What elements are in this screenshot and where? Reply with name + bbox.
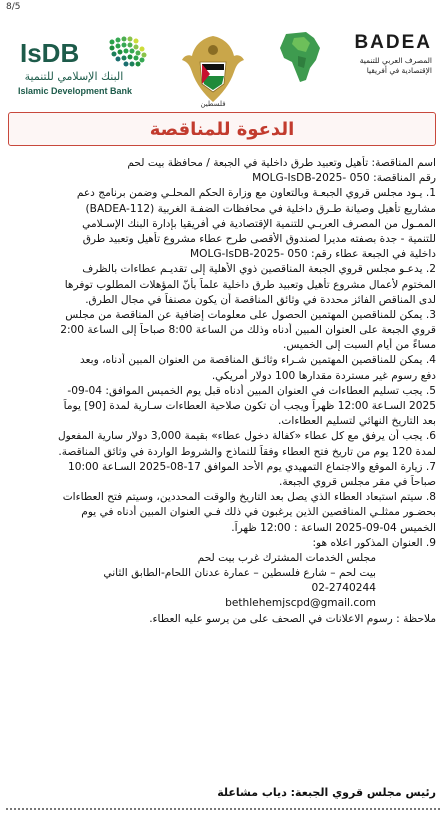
- note-line: ملاحظة : رسوم الاعلانات في الصحف على من يرسو عليه العطاء.: [149, 612, 436, 625]
- tender-body: [10, 156, 436, 627]
- text-line: مساءً من أيام السبت إلى الخميس.: [282, 339, 436, 352]
- text-line: 3. يمكن للمناقصين المهتمين الحصول على معلومات إضافية عن المناقصة من مجلس: [65, 308, 436, 321]
- palestine-emblem-icon: [180, 32, 246, 106]
- text-line: 9. العنوان المذكور اعلاه هو:: [312, 536, 436, 549]
- page-title: الدعوة للمناقصة: [149, 118, 295, 140]
- badea-wordmark: BADEA: [354, 32, 432, 53]
- text-line: الممـول من المصرف العربـي للتنمية الإقتصادية في أفريقيا بإدارة البنك الإسـلامي: [82, 217, 436, 230]
- text-line: 5. يجب تسليم العطاءات في العنوان المبين أدناه قبل يوم الخميس الموافق: 04-09-: [67, 384, 436, 397]
- isdb-english-name: Islamic Development Bank: [18, 86, 133, 96]
- text-line: 8. سيتم استبعاد العطاء الذي يصل بعد التاريخ والوقت المحددين، وسيتم فتح العطاءات: [62, 491, 436, 504]
- text-line: اسم المناقصة: تأهيل وتعبيد طرق داخلية في الجبعة / محافظة بيت لحم: [127, 157, 436, 169]
- emblem-caption: فلسطين: [200, 100, 226, 108]
- text-line: بعد التاريخ النهائي لتسليم العطاءات.: [278, 415, 436, 428]
- text-line: 1. يـود مجلس قروي الجبعـة وبالتعاون مع وزارة الحكم المحلـي وضمن برنامج دعم: [76, 187, 436, 200]
- phone-number: 02-2740244: [311, 582, 376, 595]
- badea-logo: [268, 26, 438, 96]
- signature-line: رئيس مجلس قروي الجبعة: دياب مشاعلة: [217, 786, 436, 799]
- badea-subtitle: المصرف العربي للتنمية الإقتصادية في أفريقيا: [359, 56, 432, 75]
- text-line: لدى المناقص الفائز محددة في وثائق المناقصة أن يكون مصنفاً في مجال الطرق.: [85, 293, 436, 306]
- text-line: قروي الجبعة على العنوان المبين أدناه وذلك من الساعة 8:00 صباحاً إلى الساعة 2:00: [60, 324, 436, 337]
- text-line: مشاريع تأهيل وصيانة طـرق داخلية في محافظات الضفـة الغربية (BADEA-112): [85, 202, 436, 215]
- text-line: رقم المناقصة: MOLG-IsDB-2025- 050: [252, 172, 436, 185]
- text-line: دفع رسوم غير مستردة مقدارها 100 دولار أمريكي.: [211, 369, 436, 382]
- page-number: 8/5: [6, 2, 21, 12]
- text-line: 6. يجب أن يرفق مع كل عطاء «كفالة دخول عطاء» بقيمة 3,000 دولار سارية المفعول: [57, 430, 436, 443]
- text-line: 4. يمكن للمناقصين المهتمين شـراء وثائـق المناقصة من العنوان المبين أدناه، وبعد: [80, 354, 436, 367]
- text-line: الخميس 04-09-2025 الساعة : 12:00 ظهراً.: [231, 521, 436, 534]
- text-line: 2. يدعـو مجلس قروي الجبعة المناقصين ذوي الأهلية إلى تقديـم عطاءات بالظرف: [82, 263, 436, 276]
- isdb-logo: [18, 38, 168, 102]
- text-line: بحضـور ممثلـي المناقصين الذين يرغبون في ذلك فـي العنوان المبين أدناه في يوم: [81, 506, 436, 519]
- text-line: صباحاً في مقر مجلس قروي الجبعة.: [278, 475, 436, 488]
- logo-header: [0, 12, 446, 108]
- text-line: 2025 السـاعة 12:00 ظهراً ويجب أن تكون صلاحية العطاءات سـارية لمدة [90] يوماً: [63, 400, 436, 412]
- text-line: 7. زيارة الموقع والاجتماع التمهيدي يوم الأحد الموافق 17-08-2025 السـاعة 10:00: [68, 460, 436, 473]
- text-line: المختوم لأعمال مشروع تأهيل وتعبيد طرق داخلية علماً بأنّ المؤهلات المطلوب توفرها: [64, 278, 436, 291]
- text-line: للتنمية - جدة بصفته مديرا لصندوق الأقصى طرح عطاء مشروع تأهيل وتعبيد طرق: [82, 232, 436, 245]
- email-address[interactable]: bethlehemjscpd@gmail.com: [225, 597, 376, 610]
- isdb-globe-icon: [106, 34, 150, 74]
- text-line: لمدة 120 يوم من تاريخ فتح العطاء وفقاً للنماذج والشروط الواردة في وثائق المناقصة.: [58, 445, 436, 458]
- address-line: مجلس الخدمات المشترك غرب بيت لحم: [197, 551, 376, 564]
- africa-map-icon: [276, 28, 324, 84]
- text-line: داخلية في الجبعة عطاء رقم: MOLG-IsDB-2025- 050: [189, 248, 436, 261]
- isdb-wordmark: IsDB: [20, 38, 80, 68]
- isdb-arabic-name: البنك الإسلامي للتنمية: [24, 70, 124, 83]
- address-line: بيت لحم – شارع فلسطين – عمارة عدنان اللحام-الطابق الثاني: [103, 567, 376, 580]
- bottom-divider: [6, 808, 440, 810]
- title-banner: [8, 112, 436, 146]
